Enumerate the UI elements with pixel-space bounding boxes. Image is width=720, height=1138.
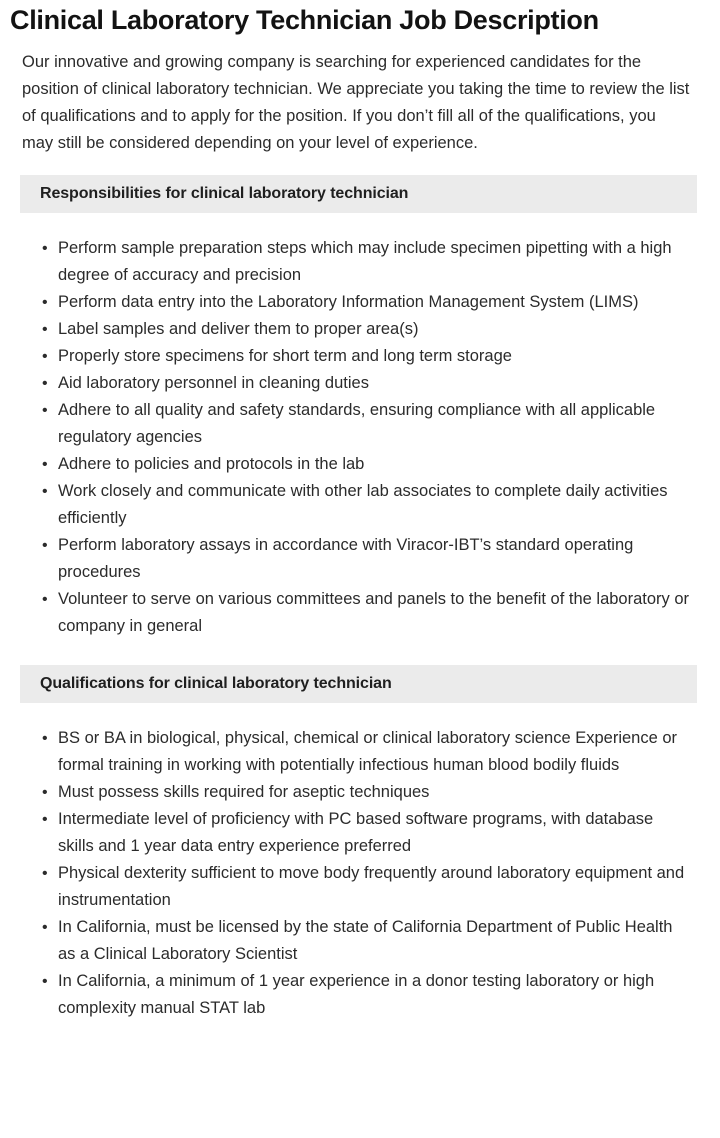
qualifications-list xyxy=(0,703,720,1022)
list-item xyxy=(0,343,700,370)
section-heading-label: Responsibilities for clinical laboratory technician xyxy=(40,185,409,203)
list-item xyxy=(0,779,700,806)
list-item xyxy=(0,397,700,451)
section-heading-label: Qualifications for clinical laboratory technician xyxy=(40,675,392,693)
list-item-text: Label samples and deliver them to proper area(s) xyxy=(58,320,419,339)
list-item-text: Perform sample preparation steps which may include specimen pipetting with a high degree of accuracy and precision xyxy=(58,239,672,285)
list-item-text: Adhere to policies and protocols in the lab xyxy=(58,455,365,474)
bullet-icon: • xyxy=(42,865,48,883)
list-item-text: Physical dexterity sufficient to move body frequently around laboratory equipment and instrumentation xyxy=(58,864,685,910)
section-responsibilities xyxy=(0,175,720,640)
section-qualifications xyxy=(0,665,720,1022)
list-item-text: Perform laboratory assays in accordance with Viracor-IBT’s standard operating procedures xyxy=(58,536,634,582)
bullet-icon: • xyxy=(42,456,48,474)
list-item xyxy=(0,370,700,397)
bullet-icon: • xyxy=(42,483,48,501)
list-item-text: BS or BA in biological, physical, chemical or clinical laboratory science Experience or formal training in working with potentially infectious human blood bodily fluids xyxy=(58,729,678,775)
bullet-icon: • xyxy=(42,919,48,937)
bullet-icon: • xyxy=(42,294,48,312)
bullet-icon: • xyxy=(42,784,48,802)
list-item-text: Adhere to all quality and safety standards, ensuring compliance with all applicable regulatory agencies xyxy=(58,401,656,447)
bullet-icon: • xyxy=(42,402,48,420)
bullet-icon: • xyxy=(42,973,48,991)
list-item-text: In California, must be licensed by the state of California Department of Public Health as a Clinical Laboratory Scientist xyxy=(58,918,673,964)
list-item xyxy=(0,914,700,968)
section-header-qualifications xyxy=(20,665,697,703)
list-item-text: Intermediate level of proficiency with PC based software programs, with database skills and 1 year data entry experience preferred xyxy=(58,810,654,856)
list-item-text: In California, a minimum of 1 year experience in a donor testing laboratory or high complexity manual STAT lab xyxy=(58,972,655,1018)
bullet-icon: • xyxy=(42,811,48,829)
list-item xyxy=(0,478,700,532)
list-item xyxy=(0,316,700,343)
list-item xyxy=(0,451,700,478)
responsibilities-list xyxy=(0,213,720,640)
list-item-text: Perform data entry into the Laboratory Information Management System (LIMS) xyxy=(58,293,639,312)
bullet-icon: • xyxy=(42,375,48,393)
list-item xyxy=(0,968,700,1022)
section-header-responsibilities xyxy=(20,175,697,213)
list-item-text: Volunteer to serve on various committees and panels to the benefit of the laboratory or company in general xyxy=(58,590,690,636)
list-item-text: Work closely and communicate with other lab associates to complete daily activities efficiently xyxy=(58,482,668,528)
bottom-spacer xyxy=(0,1022,720,1062)
page-title: Clinical Laboratory Technician Job Description xyxy=(10,5,599,35)
bullet-icon: • xyxy=(42,321,48,339)
list-item xyxy=(0,586,700,640)
list-item xyxy=(0,289,700,316)
bullet-icon: • xyxy=(42,537,48,555)
list-item xyxy=(0,806,700,860)
list-item xyxy=(0,860,700,914)
intro-paragraph: Our innovative and growing company is searching for experienced candidates for the position of clinical laboratory technician. We appreciate you taking the time to review the list of qualifications and to apply for the position. If you don’t fill all of the qualifications, you may still be considered depending on your level of experience. xyxy=(22,53,690,153)
bullet-icon: • xyxy=(42,240,48,258)
list-item-text: Must possess skills required for aseptic techniques xyxy=(58,783,430,802)
list-item-text: Properly store specimens for short term and long term storage xyxy=(58,347,512,366)
bullet-icon: • xyxy=(42,348,48,366)
list-item xyxy=(0,235,700,289)
bullet-icon: • xyxy=(42,730,48,748)
bullet-icon: • xyxy=(42,591,48,609)
list-item xyxy=(0,725,700,779)
list-item xyxy=(0,532,700,586)
list-item-text: Aid laboratory personnel in cleaning duties xyxy=(58,374,369,393)
